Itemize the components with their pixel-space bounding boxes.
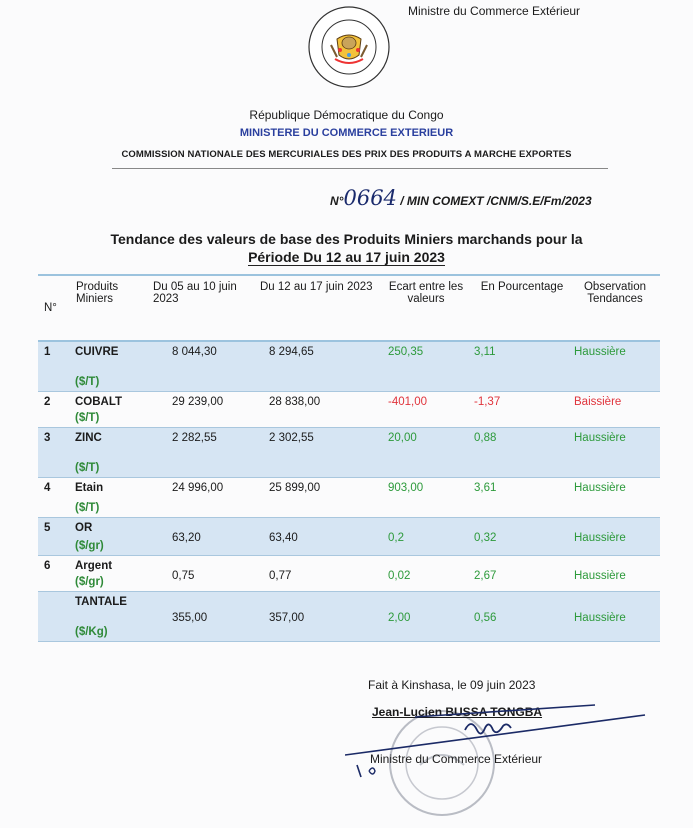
row-percent: 0,88 [474,427,570,477]
header-number: N° [38,275,75,341]
row-trend: Haussière [574,481,626,494]
place-and-date: Fait à Kinshasa, le 09 juin 2023 [368,678,536,692]
row-gap: 0,02 [388,569,411,582]
header-period1: Du 05 au 10 juin 2023 [152,275,259,341]
header-trend: Observation Tendances [570,275,660,341]
product-name: Argent [75,559,113,572]
row-gap: 2,00 [378,591,474,641]
document-title: Tendance des valeurs de base des Produits Miniers marchands pour la [110,231,583,247]
product-name: CUIVRE [75,346,119,358]
coat-of-arms-seal [307,5,391,89]
product-unit: ($/T) [75,501,100,514]
table-row [38,427,660,477]
row-period1: 355,00 [152,591,259,641]
reference-suffix: / MIN COMEXT /CNM/S.E/Fm/2023 [400,194,592,208]
row-number [38,591,75,641]
row-period2: 2 302,55 [259,427,378,477]
table-row [38,477,660,517]
row-product [75,341,152,391]
row-percent: 3,11 [474,341,570,391]
row-percent: 2,67 [474,569,497,582]
commission-name: COMMISSION NATIONALE DES MERCURIALES DES PRIX DES PRODUITS A MARCHE EXPORTES [121,149,572,160]
row-period2: 28 838,00 [269,395,321,408]
row-number: 3 [38,427,75,477]
ministry-name: MINISTERE DU COMMERCE EXTERIEUR [239,127,454,139]
product-name: COBALT [75,395,123,408]
republic-name: République Démocratique du Congo [249,108,444,122]
row-trend: Haussière [570,427,660,477]
reference-line [330,186,592,210]
table-row [38,517,660,555]
header-percent: En Pourcentage [474,275,570,341]
row-period1: 24 996,00 [172,481,224,494]
row-period2: 357,00 [259,591,378,641]
row-period2: 0,77 [269,569,292,582]
row-number: 4 [44,481,51,494]
header-gap: Ecart entre les valeurs [378,275,474,341]
row-period1: 0,75 [172,569,195,582]
table-row [38,391,660,427]
row-period1: 29 239,00 [172,395,224,408]
product-name: ZINC [75,431,102,444]
table-row [38,341,660,391]
row-gap: 903,00 [388,481,424,494]
table-row [38,591,660,641]
header-product: Produits Miniers [75,275,152,341]
row-period2: 63,40 [259,517,378,555]
reference-prefix: N° [330,194,344,208]
row-product [75,427,152,477]
row-trend: Haussière [570,341,660,391]
table-header-row [38,275,660,341]
signer-name: Jean-Lucien BUSSA TONGBA [372,705,543,719]
top-right-heading: Ministre du Commerce Extérieur [408,4,581,18]
row-gap: 250,35 [378,341,474,391]
product-unit: ($/T) [75,411,100,424]
product-unit: ($/T) [75,461,100,474]
product-unit: ($/Kg) [75,625,108,638]
row-product [75,555,152,591]
row-percent: -1,37 [474,395,501,408]
product-name: Etain [75,481,104,494]
row-number: 6 [44,559,51,572]
row-product [75,391,152,427]
row-period1: 63,20 [152,517,259,555]
row-gap: 0,2 [378,517,474,555]
row-product [75,517,152,555]
row-period1: 2 282,55 [152,427,259,477]
product-name: OR [75,521,93,534]
reference-number: 0664 [343,186,397,210]
prices-table [38,274,660,642]
row-product [75,477,152,517]
row-trend: Baissière [574,395,622,408]
period-text: Période Du 12 au 17 juin 2023 [248,249,445,265]
header-period2: Du 12 au 17 juin 2023 [259,275,378,341]
product-name: TANTALE [75,595,127,608]
handwritten-signature [345,685,665,785]
row-number: 1 [38,341,75,391]
product-unit: ($/T) [75,376,100,388]
product-unit: ($/gr) [75,575,104,588]
row-number: 2 [44,395,51,408]
row-trend: Haussière [570,591,660,641]
row-product [75,591,152,641]
signer-role: Ministre du Commerce Extérieur [370,752,543,766]
row-gap: -401,00 [388,395,428,408]
row-period1: 8 044,30 [152,341,259,391]
row-trend: Haussière [574,569,626,582]
row-percent: 3,61 [474,481,497,494]
row-number: 5 [38,517,75,555]
row-percent: 0,56 [474,591,570,641]
table-row [38,555,660,591]
row-period2: 25 899,00 [269,481,321,494]
row-gap: 20,00 [378,427,474,477]
product-unit: ($/gr) [75,539,104,552]
row-percent: 0,32 [474,517,570,555]
row-period2: 8 294,65 [259,341,378,391]
row-trend: Haussière [570,517,660,555]
header-divider [112,168,608,169]
document-period [0,249,693,265]
